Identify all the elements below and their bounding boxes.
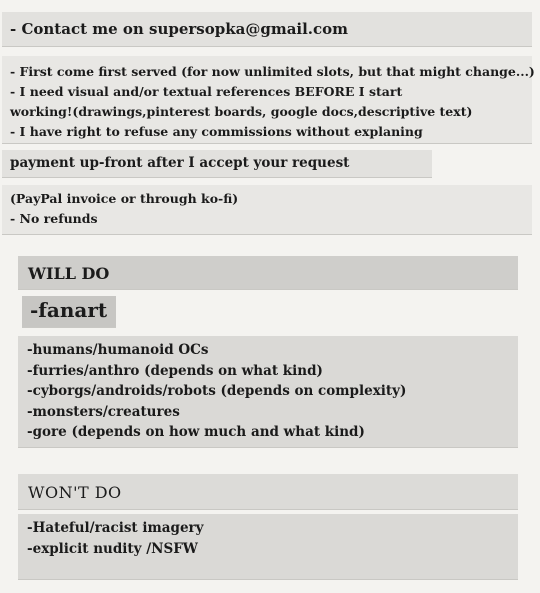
wont-do-heading: WON'T DO	[28, 483, 122, 502]
payment-note: - No refunds	[10, 211, 98, 226]
wont-do-list	[27, 518, 204, 559]
rule-line: - I need visual and/or textual references BEFORE I start	[10, 84, 403, 99]
payment-notes	[10, 189, 238, 229]
will-do-list	[27, 340, 406, 443]
rules-list	[10, 62, 535, 142]
payment-note: (PayPal invoice or through ko-fi)	[10, 191, 239, 206]
will-do-item: -cyborgs/androids/robots (depends on complexity)	[27, 383, 407, 399]
rule-line: - I have right to refuse any commissions without explaning	[10, 124, 423, 139]
will-do-item: -gore (depends on how much and what kind)	[27, 424, 365, 440]
fanart-heading: -fanart	[30, 298, 108, 322]
will-do-heading: WILL DO	[28, 264, 110, 283]
wont-do-item: -explicit nudity /NSFW	[27, 540, 198, 557]
will-do-item: -furries/anthro (depends on what kind)	[27, 362, 323, 379]
wont-do-item: -Hateful/racist imagery	[27, 520, 204, 536]
will-do-item: -monsters/creatures	[27, 403, 180, 420]
rule-line: - First come first served (for now unlimited slots, but that might change...)	[10, 64, 535, 79]
rule-line: working!(drawings,pinterest boards, google docs,descriptive text)	[10, 104, 473, 119]
will-do-item: -humans/humanoid OCs	[27, 342, 209, 358]
payment-text: payment up-front after I accept your request	[10, 155, 350, 171]
contact-text: - Contact me on supersopka@gmail.com	[10, 20, 349, 38]
